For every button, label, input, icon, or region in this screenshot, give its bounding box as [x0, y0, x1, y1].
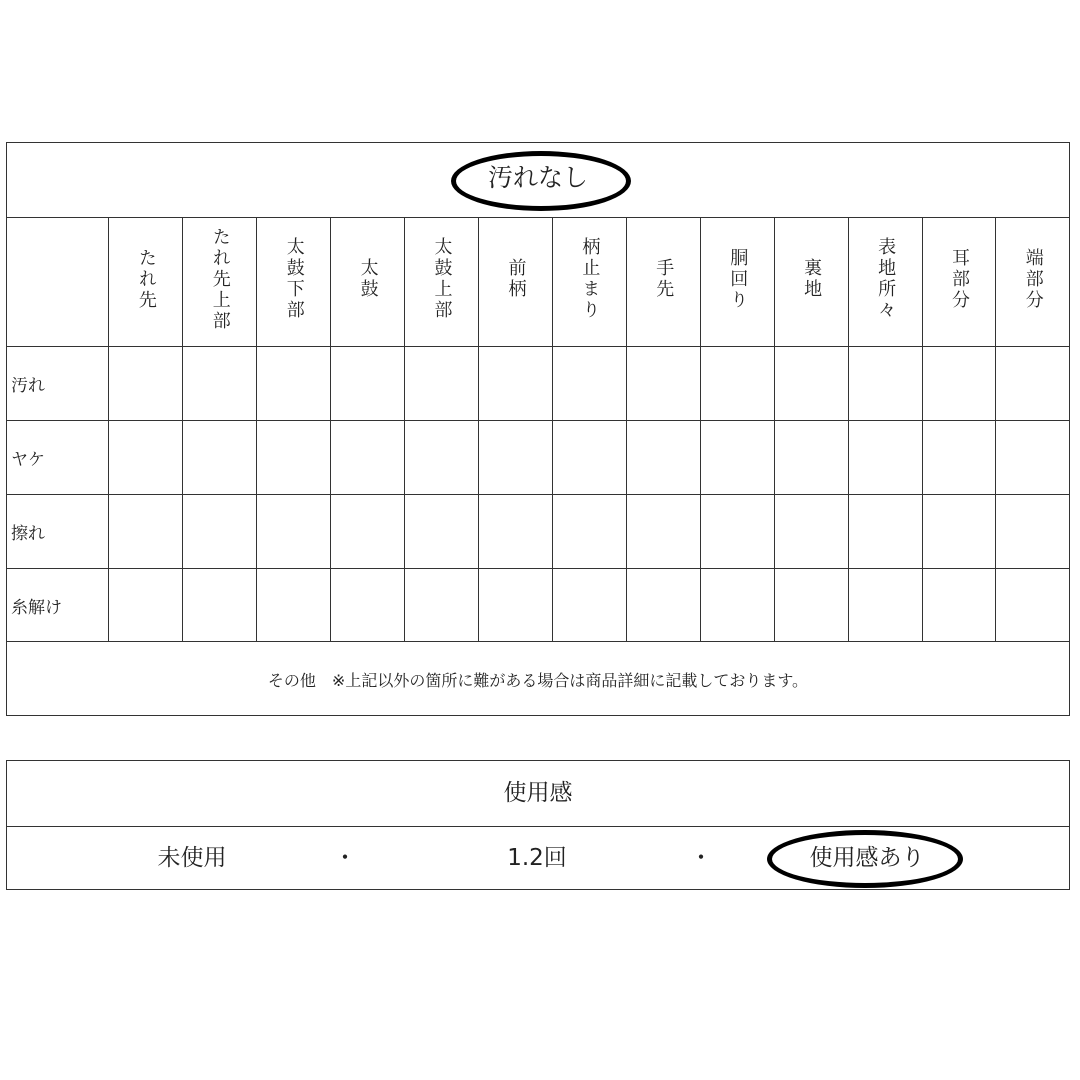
column-header: 耳部分 [922, 217, 996, 346]
column-header: たれ先上部 [183, 217, 257, 346]
usage-table [6, 760, 1070, 890]
column-header: 柄止まり [552, 217, 626, 346]
column-header: 端部分 [996, 217, 1069, 346]
column-header: 前柄 [479, 217, 553, 346]
table-row [7, 568, 1069, 642]
other-notes-row [7, 641, 1069, 716]
separator-dot: ・ [689, 845, 713, 871]
corner-cell [7, 217, 109, 346]
column-header: 胴回り [700, 217, 774, 346]
usage-title: 使用感 [7, 761, 1069, 827]
row-label: ヤケ [7, 420, 109, 494]
column-header: 太鼓上部 [405, 217, 479, 346]
option-used: 使用感あり [809, 845, 925, 871]
column-header: たれ先 [109, 217, 183, 346]
row-label: 汚れ [7, 346, 109, 420]
condition-title: 汚れなし [487, 163, 588, 192]
condition-title-row [7, 143, 1069, 218]
column-header: 太鼓下部 [257, 217, 331, 346]
selected-circle-mark [451, 151, 631, 211]
column-header: 裏地 [774, 217, 848, 346]
separator-dot: ・ [333, 845, 357, 871]
column-header: 太鼓 [331, 217, 405, 346]
column-header: 手先 [626, 217, 700, 346]
table-row [7, 494, 1069, 568]
column-header: 表地所々 [848, 217, 922, 346]
selected-circle-mark [767, 830, 963, 888]
row-label: 擦れ [7, 494, 109, 568]
table-row [7, 346, 1069, 420]
option-one-two-times: 1.2回 [507, 845, 567, 871]
option-unused: 未使用 [157, 845, 227, 871]
other-notes: その他 ※上記以外の箇所に難がある場合は商品詳細に記載しております。 [267, 671, 809, 690]
table-row [7, 420, 1069, 494]
condition-table [6, 142, 1070, 716]
condition-grid [7, 217, 1069, 642]
row-label: 糸解け [7, 568, 109, 642]
header-row [7, 217, 1069, 346]
